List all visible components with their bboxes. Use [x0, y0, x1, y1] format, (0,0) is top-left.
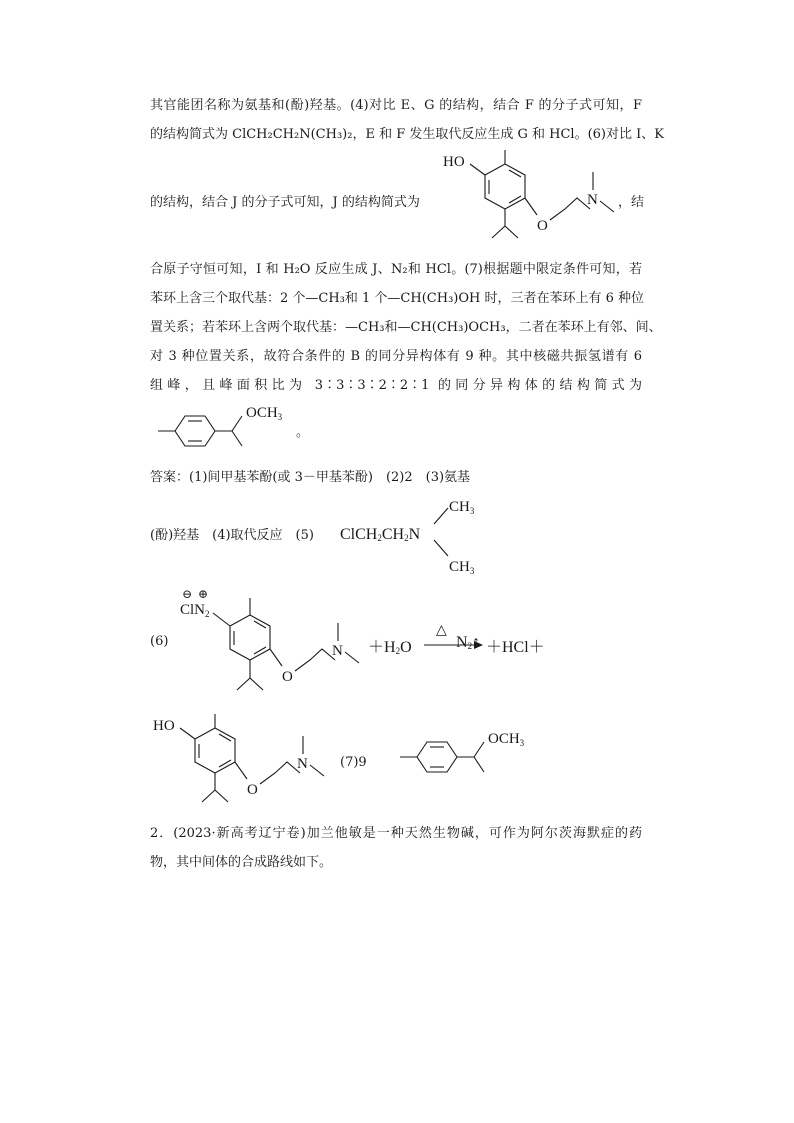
cl-n2-label: ClN$_2$ [180, 602, 210, 619]
answer-7-label: (7)9 [340, 755, 367, 770]
paragraph-line-9: 。 [296, 425, 310, 440]
paragraph-line-8: 组峰，且峰面积比为 3∶3∶3∶2∶2∶1 的同分异构体的结构简式为 [150, 378, 642, 393]
heat-condition: △ [436, 623, 447, 638]
reagent-water: $+H_2O$ [368, 639, 412, 656]
o-label: O [247, 782, 258, 798]
answer-6-label: (6) [150, 634, 169, 649]
o-label: O [282, 669, 293, 685]
paragraph-line-3b: ，结 [618, 195, 645, 210]
structure-isomer-b [150, 398, 290, 448]
question-2-line-1: 2．(2023·新高考辽宁卷)加兰他敏是一种天然生物碱，可作为阿尔茨海默症的药 [150, 826, 642, 841]
paragraph-line-7: 对 3 种位置关系，故符合条件的 B 的同分异构体有 9 种。其中核磁共振氢谱有 6 [150, 349, 642, 364]
o-label: O [537, 218, 548, 234]
ch3-lower-label: $CH_3$ [449, 559, 475, 576]
paragraph-line-3a: 的结构，结合 J 的分子式可知，J 的结构简式为 [150, 195, 420, 210]
n-label: N [297, 756, 308, 772]
structure-i-diazonium [178, 586, 368, 708]
product-hcl: ＋HCl＋ [486, 639, 545, 656]
paragraph-line-2: 的结构简式为 ClCH₂CH₂N(CH₃)₂，E 和 F 发生取代反应生成 G 和 HCl。(6)对比 I、K [150, 127, 664, 142]
ho-label: HO [443, 154, 465, 170]
answer-5-methyl-branches [420, 494, 500, 576]
n-label: N [332, 643, 343, 659]
och3-label: $OCH_3$ [246, 405, 283, 422]
answer-line-1: 答案：(1)间甲基苯酚(或 3－甲基苯酚) (2)2 (3)氨基 [150, 470, 471, 485]
structure-j-product [150, 712, 330, 822]
plus-charge: ⊕ [198, 587, 209, 601]
answer-7-structure [392, 724, 532, 774]
paragraph-line-1: 其官能团名称为氨基和(酚)羟基。(4)对比 E、G 的结构，结合 F 的分子式可知，F [150, 98, 642, 113]
ch3-upper-label: $CH_3$ [449, 499, 475, 516]
paragraph-line-4: 合原子守恒可知，I 和 H₂O 反应生成 J、N₂和 HCl。(7)根据题中限定条件可知，若 [150, 262, 642, 277]
paragraph-line-6: 置关系；若苯环上含两个取代基：—CH₃和—CH(CH₃)OCH₃，二者在苯环上有邻、间、 [150, 320, 662, 335]
n-label: N [587, 192, 598, 208]
paragraph-line-5: 苯环上含三个取代基：2 个—CH₃和 1 个—CH(CH₃)OH 时，三者在苯环上有 6 种位 [150, 291, 645, 306]
question-2-line-2: 物，其中间体的合成路线如下。 [150, 855, 333, 870]
ho-label: HO [153, 718, 175, 734]
structure-j [440, 148, 620, 258]
och3-label: $OCH_3$ [488, 731, 525, 748]
minus-charge: ⊖ [182, 587, 193, 601]
product-n2: $N_2↑$ [456, 634, 481, 651]
answer-line-2: (酚)羟基 (4)取代反应 (5) [150, 528, 314, 543]
answer-5-formula: $ClCH_2CH_2N$ [340, 526, 421, 543]
